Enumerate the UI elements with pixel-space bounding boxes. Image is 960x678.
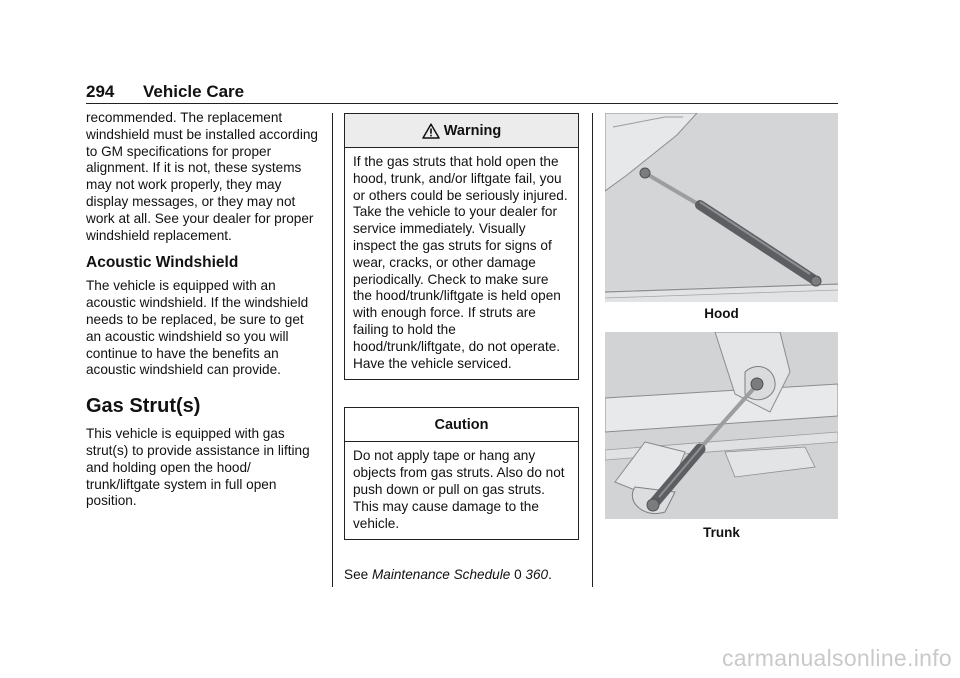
caution-text: Do not apply tape or hang any objects from gas struts. Also do not push down or pull on gas struts. This may cause damage to the vehicle. [353, 448, 565, 531]
page-number: 294 [86, 82, 115, 101]
hood-strut-drawing [605, 113, 838, 302]
warning-text: If the gas struts that hold open the hood, trunk, and/or liftgate fail, you or others could be seriously injured. Take the vehicle to your dealer for service immediately. Visually inspect the gas struts for signs of wear, cracks, or other damage periodically. Check to make sure the hood/trunk/liftgate is held open with enough force. If struts are failing to hold the hood/trunk/liftgate, do not operate. Have the vehicle serviced. [353, 154, 568, 371]
warning-triangle-icon [422, 123, 440, 139]
warning-box [344, 113, 579, 380]
warning-header [345, 114, 578, 148]
maintenance-schedule-link[interactable]: Maintenance Schedule [371, 567, 511, 583]
warning-title: Warning [443, 122, 502, 139]
watermark: carmanualsonline.info [721, 645, 952, 671]
middle-column [344, 113, 579, 584]
see-also-page: 360 [525, 567, 549, 583]
column-divider-right [592, 113, 593, 587]
page-reference-icon: 0 [514, 567, 522, 583]
acoustic-windshield-paragraph: The vehicle is equipped with an acoustic windshield. If the windshield needs to be replaced, be sure to get an acoustic windshield so you will continue to have the benefits an acoustic windshield can provide. [86, 278, 309, 378]
intro-paragraph: recommended. The replacement windshield must be installed according to GM specifications for proper alignment. If it is not, these systems may not work properly, they may display messages, or they may not work at all. See your dealer for proper windshield replacement. [86, 110, 318, 243]
see-also-line [344, 567, 579, 584]
acoustic-windshield-heading: Acoustic Windshield [86, 254, 239, 272]
hood-caption: Hood [704, 306, 739, 321]
trunk-strut-illustration [605, 332, 838, 519]
page-header [86, 82, 838, 104]
see-also-prefix: See [344, 567, 372, 583]
left-column [86, 110, 322, 510]
column-divider-left [332, 113, 333, 587]
hood-strut-illustration [605, 113, 838, 302]
section-title: Vehicle Care [143, 82, 245, 101]
gas-struts-paragraph: This vehicle is equipped with gas strut(s) to provide assistance in lifting and holding open the hood/ trunk/liftgate system in full open position. [86, 426, 310, 509]
trunk-strut-drawing [605, 332, 838, 519]
caution-box [344, 407, 579, 540]
caution-header [345, 408, 578, 442]
caution-title: Caution [434, 416, 489, 433]
trunk-caption: Trunk [703, 525, 740, 540]
see-also-suffix: . [548, 567, 552, 583]
header-rule [86, 103, 838, 104]
gas-struts-heading: Gas Strut(s) [86, 395, 201, 418]
